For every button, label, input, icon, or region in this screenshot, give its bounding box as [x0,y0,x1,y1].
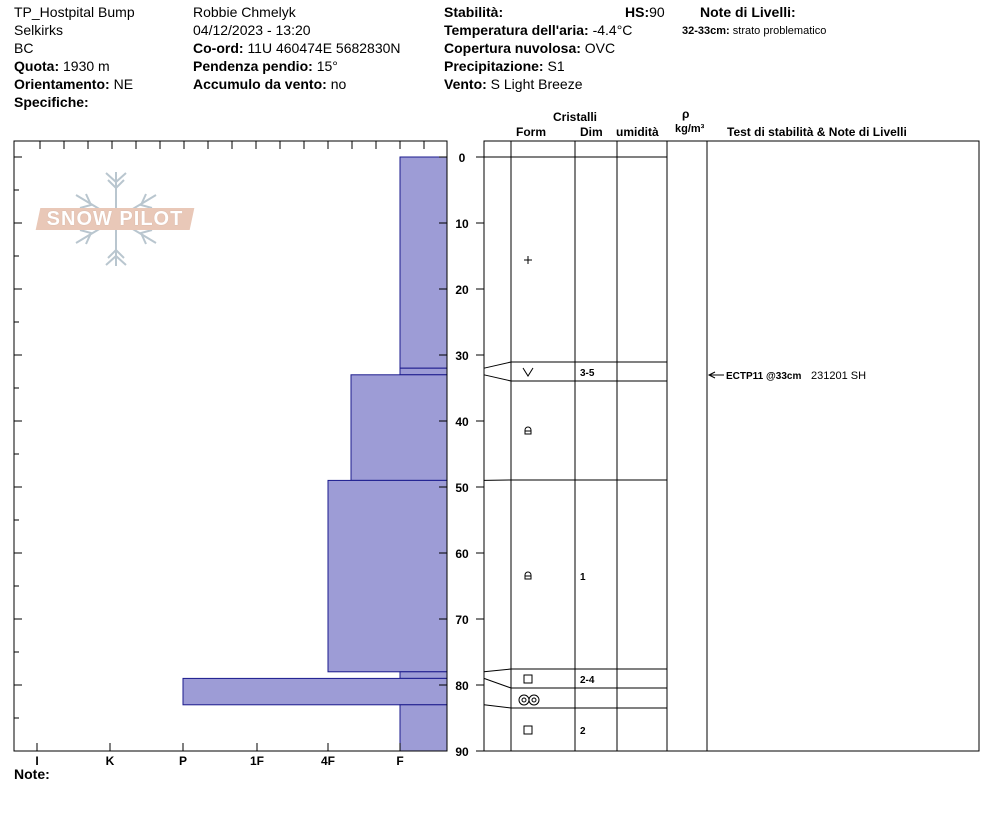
crystal-faceted-icon [524,675,532,683]
tests-header: Test di stabilità & Note di Livelli [727,125,907,139]
layer-connector [484,375,511,381]
range-name: Selkirks [14,22,64,38]
precip-label: Precipitazione: [444,58,544,74]
layer-note-text: strato problematico [732,25,827,37]
elevation-value: 1930 m [63,58,110,74]
cloud-label: Copertura nuvolosa: [444,40,581,56]
slope-value: 15° [316,58,338,74]
elevation-label: Quota: [14,58,60,74]
crystal-faceted-icon [524,726,532,734]
depth-tick-label: 20 [455,283,469,297]
crystal-melt-icon [529,695,539,705]
hs-value: 90 [649,4,665,20]
x-tick-label: 1F [249,754,265,768]
layer-connector [484,678,511,688]
wind-value: S Light Breeze [490,76,583,92]
hardness-bar [351,375,447,481]
dim-header: Dim [580,125,603,139]
layer-connector [484,669,511,672]
hardness-bar [400,368,447,375]
form-header: Form [516,125,546,139]
rho-header: ρ [682,107,690,121]
wind-label: Vento: [444,76,487,92]
layer-notes-label: Note di Livelli: [700,4,796,20]
crystal-surface-hoar-icon [523,368,533,376]
wind-load-value: no [330,76,347,92]
crystal-melt-icon [522,698,526,702]
observer-name: Robbie Chmelyk [193,4,296,20]
notes-label: Note: [14,766,50,782]
crystal-melt-icon [519,695,529,705]
aspect-label: Orientamento: [14,76,110,92]
moisture-header: umidità [616,125,659,139]
x-tick-label: K [105,754,115,768]
crystal-size-label: 1 [580,572,586,583]
depth-tick-label: 10 [455,217,469,231]
date-time: 04/12/2023 - 13:20 [193,22,311,38]
layer-connector [484,362,511,368]
depth-tick-label: 0 [458,151,466,165]
crystal-melt-icon [532,698,536,702]
aspect-value: NE [113,76,134,92]
hs-label: HS: [625,4,650,20]
temp-label: Temperatura dell'aria: [444,22,589,38]
crystal-size-label: 2 [580,726,586,737]
hardness-bar [183,678,447,704]
x-tick-label: P [178,754,188,768]
hardness-bar [400,672,447,679]
depth-tick-label: 70 [455,613,469,627]
precip-value: S1 [547,58,565,74]
hardness-bar [328,480,447,671]
x-tick-label: I [35,754,39,768]
hardness-bar [400,705,447,751]
wind-load-label: Accumulo da vento: [193,76,327,92]
depth-tick-label: 40 [455,415,469,429]
test-extra: 231201 SH [811,370,867,382]
depth-tick-label: 30 [455,349,469,363]
temp-value: -4.4°C [592,22,633,38]
depth-tick-label: 60 [455,547,469,561]
depth-tick-label: 90 [455,745,469,759]
crystal-size-label: 3-5 [580,368,595,379]
layer-connector [484,705,511,708]
stability-label: Stabilità: [444,4,504,20]
crystal-size-label: 2-4 [580,675,595,686]
cloud-value: OVC [584,40,616,56]
density-unit-header: kg/m³ [675,123,705,135]
coord-label: Co-ord: [193,40,244,56]
coord-value: 11U 460474E 5682830N [247,40,401,56]
logo-wordmark: SNOW PILOT [36,208,195,230]
table-frame [484,141,979,751]
hardness-bar [400,157,447,368]
slope-label: Pendenza pendio: [193,58,313,74]
depth-tick-label: 50 [455,481,469,495]
site-name: TP_Hostpital Bump [14,4,135,20]
layer-note-depth: 32-33cm: [682,25,730,37]
test-label: ECTP11 @33cm [726,371,802,382]
depth-tick-label: 80 [455,679,469,693]
x-tick-label: 4F [320,754,336,768]
specifics-label: Specifiche: [14,94,89,110]
region-name: BC [14,40,34,56]
x-tick-label: F [396,754,404,768]
crystals-header: Cristalli [553,110,598,124]
